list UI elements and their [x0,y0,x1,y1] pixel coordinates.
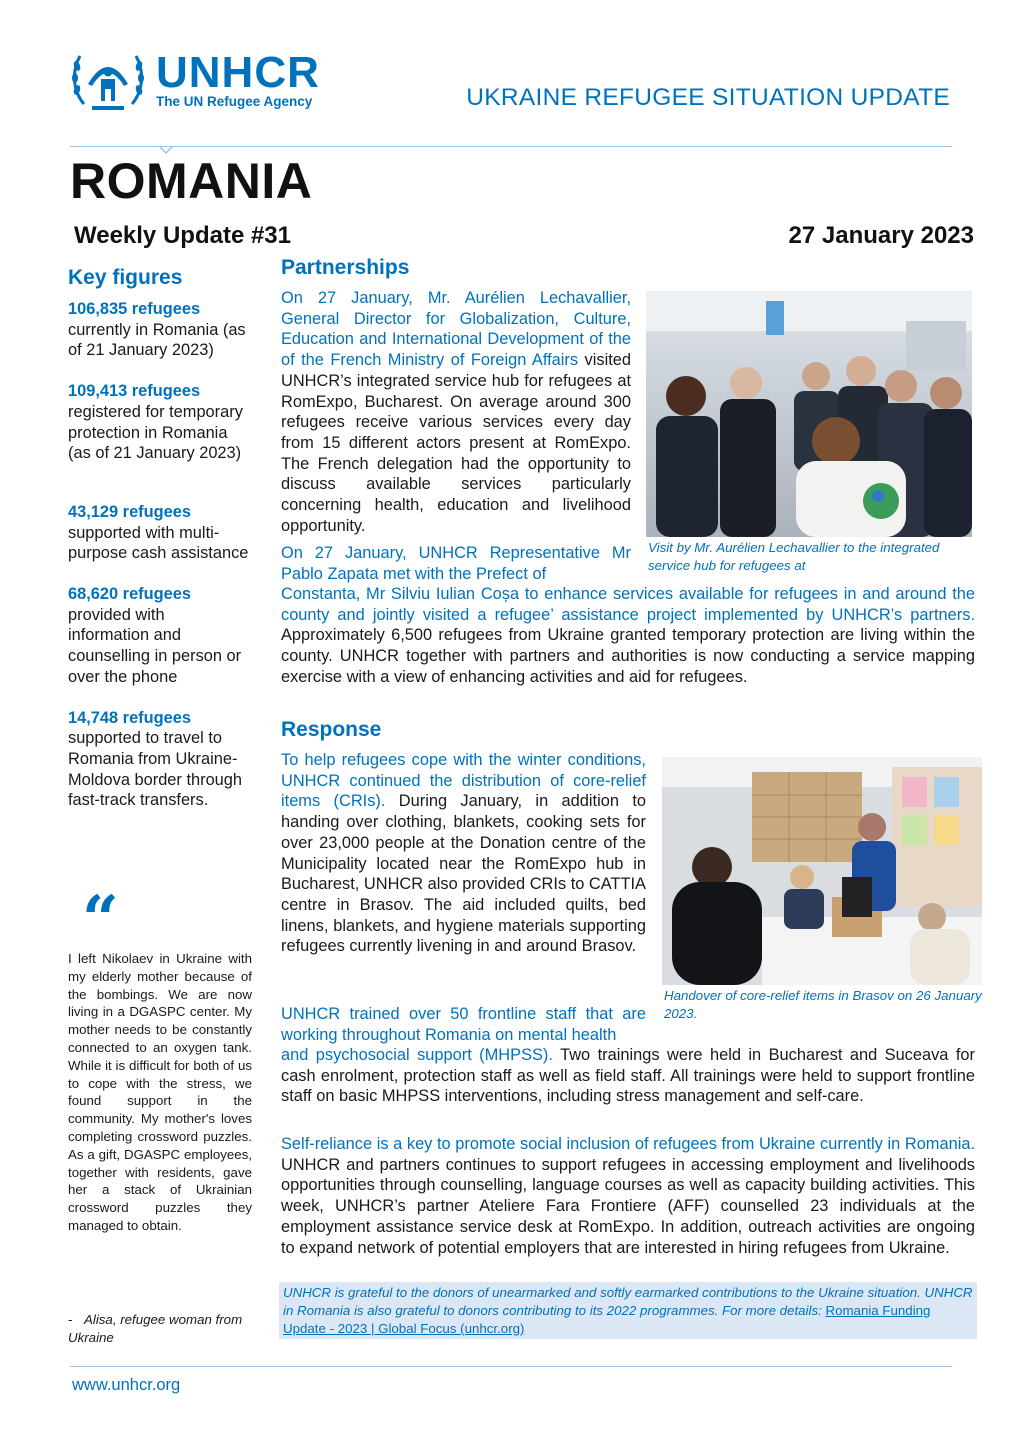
key-figure-number: 109,413 refugees [68,382,201,401]
response-paragraph-1 [281,750,646,957]
footer-divider [70,1366,952,1367]
cri-photo-caption: Handover of core-relief items in Brasov on 26 January 2023. [664,988,982,1021]
key-figure [68,584,250,688]
refugee-quote: I left Nikolaev in Ukraine with my elderly mother because of the bombings. We are now living in a DGASPC center. My mother needs to be constantly connected to an oxygen tank. While it is difficult for both of us to cope with the stress, we found support in the community. My mother's loves completing crossword puzzles. As a gift, DGASPC employees, together with residents, gave her a stack of Ukrainian crossword puzzles they managed to obtain. [68,951,252,1233]
key-figure-description: currently in Romania (as of 21 January 2023) [68,320,246,360]
cri-photo-illustration [662,757,982,985]
paragraph-body: Two trainings were held in Bucharest and Suceava for cash enrolment, protection staff as well as field staff. All trainings were held to support frontline staff on basic MHPSS interventions, including stress management and self-care. [281,1046,975,1106]
paragraph-highlight: To help refugees cope with the winter conditions, UNHCR continued the distribution of core-relief items (CRIs). [281,751,646,811]
donor-text: UNHCR is grateful to the donors of unearmarked and softly earmarked contributions to the Ukraine situation. UNHCR in Romania is also grateful to donors contributing to its 2022 programmes. For more details: [283,1285,973,1318]
key-figure-number: 14,748 refugees [68,708,192,727]
update-date: 27 January 2023 [788,222,974,249]
report-title: UKRAINE REFUGEE SITUATION UPDATE [466,84,950,111]
visit-photo-caption: Visit by Mr. Aurélien Lechavallier to the integrated service hub for refugees at [648,540,940,573]
key-figure-description: supported to travel to Romania from Ukraine-Moldova border through fast-track transfers. [68,729,243,810]
key-figures-panel [68,266,250,831]
paragraph-highlight: On 27 January, Mr. Aurélien Lechavallier, General Director for Globalization, Culture, Education and International Development of the of the French Ministry of Foreign Affairs [281,289,631,370]
funding-update-link[interactable]: Romania Funding Update - 2023 | Global Focus (unhcr.org) [283,1302,931,1336]
key-figure-number: 68,620 refugees [68,585,192,604]
partnerships-paragraph-2 [281,584,975,688]
response-paragraph-2 [281,1045,975,1107]
org-tagline: The UN Refugee Agency [156,94,313,109]
page-title: ROMANIA [70,153,313,209]
key-figure-description: provided with information and counselling in person or over the phone [68,605,242,686]
quote-attribution [68,1311,252,1347]
paragraph-body: visited UNHCR’s integrated service hub for refugees at RomExpo, Bucharest. On average around 300 refugees receive various services every day from 15 different actors present at RomExpo. The French delegation had the opportunity to discuss available services particularly concerning health, education and livelihood opportunity. [281,351,631,535]
donor-acknowledgement [279,1282,977,1339]
org-name: UNHCR [156,48,320,97]
partnerships-heading: Partnerships [281,256,410,279]
paragraph-body: During January, in addition to handing over clothing, blankets, cooking sets for over 23,000 people at the Donation centre of the Municipality located near the RomExpo hub in Bucharest, UNHCR also provided CRIs to CATTIA centre in Brasov. The aid included quilts, bed linens, blankets, and hygiene materials supporting refugees currently livening in and around Brasov. [281,792,647,956]
paragraph-highlight: and psychosocial support (MHPSS). [281,1046,553,1064]
key-figure-description: registered for temporary protection in Romania (as of 21 January 2023) [68,402,243,463]
response-paragraph-2a: UNHCR trained over 50 frontline staff that are working throughout Romania on mental health [281,1005,646,1044]
cri-handover-photo [662,757,982,985]
key-figure [68,708,250,812]
response-heading: Response [281,718,382,741]
partnerships-paragraph-2a: On 27 January, UNHCR Representative Mr Pablo Zapata met with the Prefect of [281,544,631,583]
update-number: Weekly Update #31 [74,222,291,249]
response-paragraph-3 [281,1134,975,1258]
visit-photo [646,291,972,537]
attribution-dash: - [68,1312,73,1327]
unhcr-emblem-icon [70,46,146,112]
key-figure [68,502,250,564]
header-divider [70,146,952,147]
paragraph-highlight: Self-reliance is a key to promote social inclusion of refugees from Ukraine currently in Romania. [281,1135,975,1153]
key-figure-description: supported with multi-purpose cash assistance [68,523,249,563]
visit-photo-illustration [646,291,972,537]
paragraph-body: Approximately 6,500 refugees from Ukraine granted temporary protection are living within the county. UNHCR together with partners and authorities is now conducting a service mapping exercise with a view of enhancing activities and aid for refugees. [281,626,975,686]
key-figure-number: 106,835 refugees [68,300,201,318]
key-figure [68,299,250,361]
paragraph-highlight: Constanta, Mr Silviu Iulian Coșa to enhance services available for refugees in and around the county and jointly visited a refugee’ assistance project implemented by UNHCR’s partners. [281,585,975,624]
unhcr-logo [70,46,340,114]
key-figure [68,381,250,464]
footer-website-link[interactable]: www.unhcr.org [72,1376,181,1394]
partnerships-paragraph-1 [281,288,631,536]
attribution-text: Alisa, refugee woman from Ukraine [68,1312,243,1345]
quote-mark-icon: “ [82,882,119,957]
key-figure-number: 43,129 refugees [68,502,192,521]
key-figures-title: Key figures [68,266,183,289]
paragraph-body: UNHCR and partners continues to support refugees in accessing employment and livelihoods opportunities through counselling, language courses as well as capacity building activities. This week, UNHCR’s partner Ateliere Fara Frontiere (AFF) counselled 23 individuals at the employment assistance service desk at RomExpo. In addition, outreach activities are ongoing to expand network of potential employers that are interested in hiring refugees from Ukraine. [281,1155,975,1257]
